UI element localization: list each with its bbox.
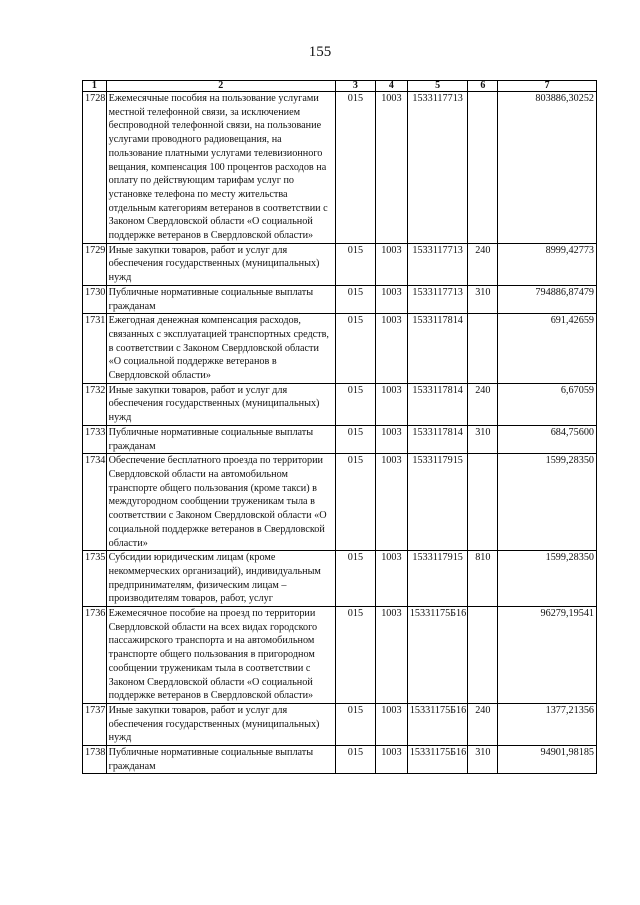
- row-number: 1738: [83, 746, 107, 774]
- row-expense-type: 240: [468, 703, 498, 745]
- row-number: 1733: [83, 425, 107, 453]
- row-expense-type: [468, 314, 498, 384]
- table-row: [83, 285, 597, 313]
- table-row: [83, 551, 597, 607]
- row-amount: 96279,19541: [498, 607, 597, 704]
- row-description: Иные закупки товаров, работ и услуг для обеспечения государственных (муниципальных) нужд: [106, 703, 335, 745]
- page-number: 155: [308, 44, 332, 60]
- row-target-code: 1533117915: [407, 454, 468, 551]
- row-section-code: 1003: [375, 746, 407, 774]
- row-ministry-code: 015: [335, 703, 375, 745]
- table-row: [83, 425, 597, 453]
- table-row: [83, 314, 597, 384]
- row-target-code: 1533117713: [407, 92, 468, 244]
- row-number: 1734: [83, 454, 107, 551]
- row-amount: 8999,42773: [498, 243, 597, 285]
- row-number: 1730: [83, 285, 107, 313]
- row-amount: 1599,28350: [498, 454, 597, 551]
- column-header: 7: [498, 81, 597, 92]
- row-expense-type: [468, 454, 498, 551]
- row-amount: 6,67059: [498, 383, 597, 425]
- table-row: [83, 92, 597, 244]
- row-target-code: 1533117814: [407, 425, 468, 453]
- row-description: Публичные нормативные социальные выплаты гражданам: [106, 425, 335, 453]
- row-target-code: 1533117713: [407, 243, 468, 285]
- row-ministry-code: 015: [335, 454, 375, 551]
- row-description: Ежегодная денежная компенсация расходов, связанных с эксплуатацией транспортных средств, в соответствии с Законом Свердловской области «О социальной поддержке ветеранов в Свердловской области»: [106, 314, 335, 384]
- row-amount: 94901,98185: [498, 746, 597, 774]
- row-amount: 1377,21356: [498, 703, 597, 745]
- column-header: 1: [83, 81, 107, 92]
- row-number: 1737: [83, 703, 107, 745]
- row-expense-type: [468, 607, 498, 704]
- row-section-code: 1003: [375, 607, 407, 704]
- row-target-code: 1533117814: [407, 383, 468, 425]
- row-section-code: 1003: [375, 551, 407, 607]
- row-ministry-code: 015: [335, 383, 375, 425]
- row-number: 1735: [83, 551, 107, 607]
- row-expense-type: 310: [468, 425, 498, 453]
- row-number: 1732: [83, 383, 107, 425]
- column-header: 5: [407, 81, 468, 92]
- row-description: Публичные нормативные социальные выплаты гражданам: [106, 285, 335, 313]
- row-ministry-code: 015: [335, 551, 375, 607]
- row-expense-type: 810: [468, 551, 498, 607]
- column-header: 2: [106, 81, 335, 92]
- row-expense-type: 240: [468, 243, 498, 285]
- row-number: 1728: [83, 92, 107, 244]
- row-section-code: 1003: [375, 425, 407, 453]
- row-amount: 684,75600: [498, 425, 597, 453]
- row-expense-type: 240: [468, 383, 498, 425]
- row-section-code: 1003: [375, 314, 407, 384]
- row-target-code: 15331175Б16: [407, 746, 468, 774]
- row-amount: 691,42659: [498, 314, 597, 384]
- row-description: Иные закупки товаров, работ и услуг для обеспечения государственных (муниципальных) нужд: [106, 243, 335, 285]
- row-ministry-code: 015: [335, 92, 375, 244]
- row-expense-type: 310: [468, 285, 498, 313]
- row-description: Публичные нормативные социальные выплаты гражданам: [106, 746, 335, 774]
- row-target-code: 1533117713: [407, 285, 468, 313]
- row-amount: 1599,28350: [498, 551, 597, 607]
- row-description: Ежемесячное пособие на проезд по территории Свердловской области на всех видах городского пассажирского транспорта и на автомобильном транспорте общего пользования в пригородном сообщении труженикам тыла в соответствии с Законом Свердловской области «О социальной поддержке ветеранов в Свердловской области»: [106, 607, 335, 704]
- column-header: 3: [335, 81, 375, 92]
- row-target-code: 1533117915: [407, 551, 468, 607]
- table-row: [83, 703, 597, 745]
- row-number: 1729: [83, 243, 107, 285]
- table-row: [83, 746, 597, 774]
- row-amount: 794886,87479: [498, 285, 597, 313]
- row-number: 1736: [83, 607, 107, 704]
- row-ministry-code: 015: [335, 607, 375, 704]
- row-target-code: 15331175Б16: [407, 703, 468, 745]
- row-target-code: 1533117814: [407, 314, 468, 384]
- table-row: [83, 607, 597, 704]
- row-section-code: 1003: [375, 285, 407, 313]
- row-expense-type: 310: [468, 746, 498, 774]
- table-row: [83, 454, 597, 551]
- row-ministry-code: 015: [335, 425, 375, 453]
- column-header: 6: [468, 81, 498, 92]
- row-section-code: 1003: [375, 243, 407, 285]
- row-number: 1731: [83, 314, 107, 384]
- row-expense-type: [468, 92, 498, 244]
- row-section-code: 1003: [375, 703, 407, 745]
- column-header: 4: [375, 81, 407, 92]
- row-ministry-code: 015: [335, 746, 375, 774]
- table-header-row: [83, 81, 597, 92]
- row-section-code: 1003: [375, 383, 407, 425]
- row-section-code: 1003: [375, 454, 407, 551]
- row-ministry-code: 015: [335, 285, 375, 313]
- row-description: Обеспечение бесплатного проезда по территории Свердловской области на автомобильном транспорте общего пользования (кроме такси) в междугородном сообщении труженикам тыла в соответствии с Законом Свердловской области «О социальной поддержке ветеранов в Свердловской области»: [106, 454, 335, 551]
- table-row: [83, 243, 597, 285]
- budget-table: [82, 80, 597, 774]
- row-description: Иные закупки товаров, работ и услуг для обеспечения государственных (муниципальных) нужд: [106, 383, 335, 425]
- row-description: Субсидии юридическим лицам (кроме некоммерческих организаций), индивидуальным предпринимателям, физическим лицам – производителям товаров, работ, услуг: [106, 551, 335, 607]
- row-description: Ежемесячные пособия на пользование услугами местной телефонной связи, за исключением беспроводной телефонной связи, на пользование услугами проводного радиовещания, на пользование платными услугами телевизионного вещания, компенсация 100 процентов расходов на оплату по действующим тарифам услуг по установке телефона по месту жительства отдельным категориям ветеранов в соответствии с Законом Свердловской области «О социальной поддержке ветеранов в Свердловской области»: [106, 92, 335, 244]
- table-row: [83, 383, 597, 425]
- row-ministry-code: 015: [335, 243, 375, 285]
- row-target-code: 15331175Б16: [407, 607, 468, 704]
- row-ministry-code: 015: [335, 314, 375, 384]
- row-section-code: 1003: [375, 92, 407, 244]
- row-amount: 803886,30252: [498, 92, 597, 244]
